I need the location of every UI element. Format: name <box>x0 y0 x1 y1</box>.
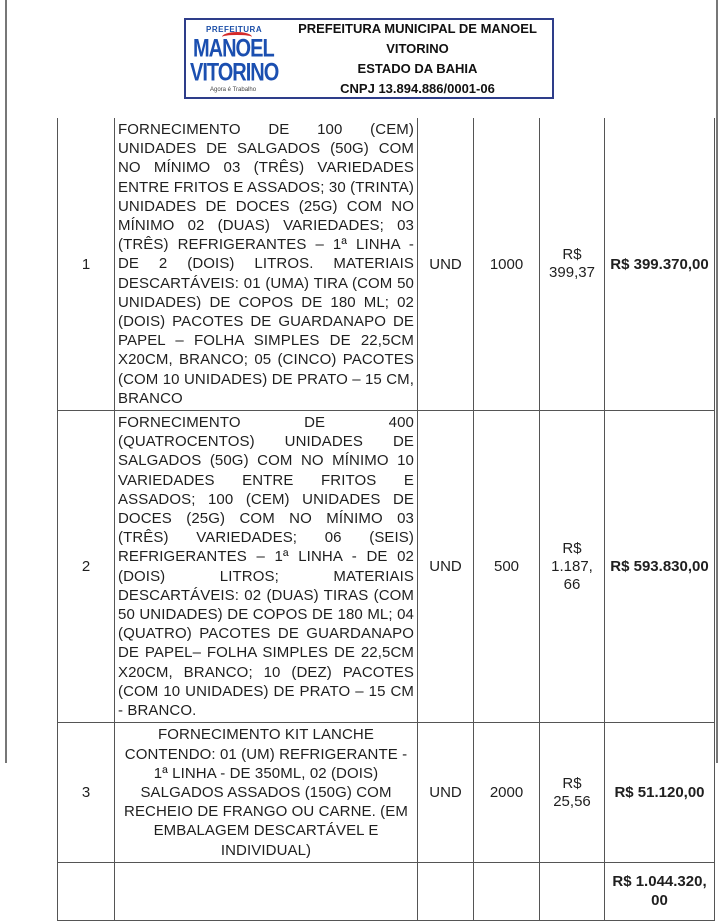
municipality-logo <box>188 21 283 97</box>
item-unit: UND <box>418 118 474 411</box>
cnpj-number: CNPJ 13.894.886/0001-06 <box>340 80 495 96</box>
table-row <box>58 723 715 862</box>
item-quantity: 1000 <box>474 118 540 411</box>
item-unit-price: R$ 1.187, 66 <box>540 411 605 723</box>
item-unit-price: R$ 399,37 <box>540 118 605 411</box>
municipality-title: PREFEITURA MUNICIPAL DE MANOEL VITORINO <box>298 20 537 56</box>
item-unit: UND <box>418 411 474 723</box>
table-row <box>58 411 715 723</box>
items-table <box>57 118 715 921</box>
empty-cell <box>115 862 418 920</box>
grand-total-row <box>58 862 715 920</box>
table-row <box>58 118 715 411</box>
item-unit: UND <box>418 723 474 862</box>
item-total: R$ 593.830,00 <box>605 411 715 723</box>
logo-line2: VITORINO <box>190 58 279 86</box>
empty-cell <box>418 862 474 920</box>
empty-cell <box>58 862 115 920</box>
item-index: 1 <box>58 118 115 411</box>
page-edge-right <box>716 0 718 763</box>
item-total: R$ 51.120,00 <box>605 723 715 862</box>
item-description: FORNECIMENTO KIT LANCHE CONTENDO: 01 (UM) REFRIGERANTE - 1ª LINHA - DE 350ML, 02 (DOIS) SALGADOS ASSADOS (150G) COM RECHEIO DE FRANGO OU CARNE. (EM EMBALAGEM DESCARTÁVEL E INDIVIDUAL) <box>115 723 418 862</box>
item-description: FORNECIMENTO DE 100 (CEM) UNIDADES DE SALGADOS (50G) COM NO MÍNIMO 03 (TRÊS) VARIEDADES ENTRE FRITOS E ASSADOS; 30 (TRINTA) UNIDADES DE DOCES (25G) COM NO MÍNIMO 02 (DUAS) VARIEDADES; 03 (TRÊS) REFRIGERANTES – 1ª LINHA - DE 2 (DOIS) LITROS. MATERIAIS DESCARTÁVEIS: 01 (UMA) TIRA (COM 50 UNIDADES) DE COPOS DE 180 ML; 02 (DOIS) PACOTES DE GUARDANAPO DE PAPEL – FOLHA SIMPLES DE 22,5CM X20CM, BRANCO; 05 (CINCO) PACOTES (COM 10 UNIDADES) DE PRATO – 15 CM, BRANCO <box>115 118 418 411</box>
item-quantity: 500 <box>474 411 540 723</box>
item-unit-price: R$ 25,56 <box>540 723 605 862</box>
empty-cell <box>540 862 605 920</box>
item-index: 3 <box>58 723 115 862</box>
letterhead-text <box>283 19 552 99</box>
item-description: FORNECIMENTO DE 400 (QUATROCENTOS) UNIDADES DE SALGADOS (50G) COM NO MÍNIMO 10 VARIEDADES ENTRE FRITOS E ASSADOS; 100 (CEM) UNIDADES DE DOCES (25G) COM NO MÍNIMO 03 (TRÊS) VARIEDADES; 06 (SEIS) REFRIGERANTES – 1ª LINHA - DE 02 (DOIS) LITROS; MATERIAIS DESCARTÁVEIS: 02 (DUAS) TIRAS (COM 50 UNIDADES) DE COPOS DE 180 ML; 04 (QUATRO) PACOTES DE GUARDANAPO DE PAPEL– FOLHA SIMPLES DE 22,5CM X20CM, BRANCO; 10 (DEZ) PACOTES (COM 10 UNIDADES) DE PRATO – 15 CM - BRANCO. <box>115 411 418 723</box>
item-quantity: 2000 <box>474 723 540 862</box>
letterhead <box>184 18 554 99</box>
logo-line1: MANOEL <box>193 34 274 62</box>
empty-cell <box>474 862 540 920</box>
grand-total: R$ 1.044.320, 00 <box>605 862 715 920</box>
item-index: 2 <box>58 411 115 723</box>
logo-tagline: Agora é Trabalho <box>210 86 257 93</box>
logo-small-text: PREFEITURA <box>206 24 263 34</box>
item-total: R$ 399.370,00 <box>605 118 715 411</box>
state-name: ESTADO DA BAHIA <box>357 60 478 76</box>
page-edge-left <box>5 0 7 763</box>
